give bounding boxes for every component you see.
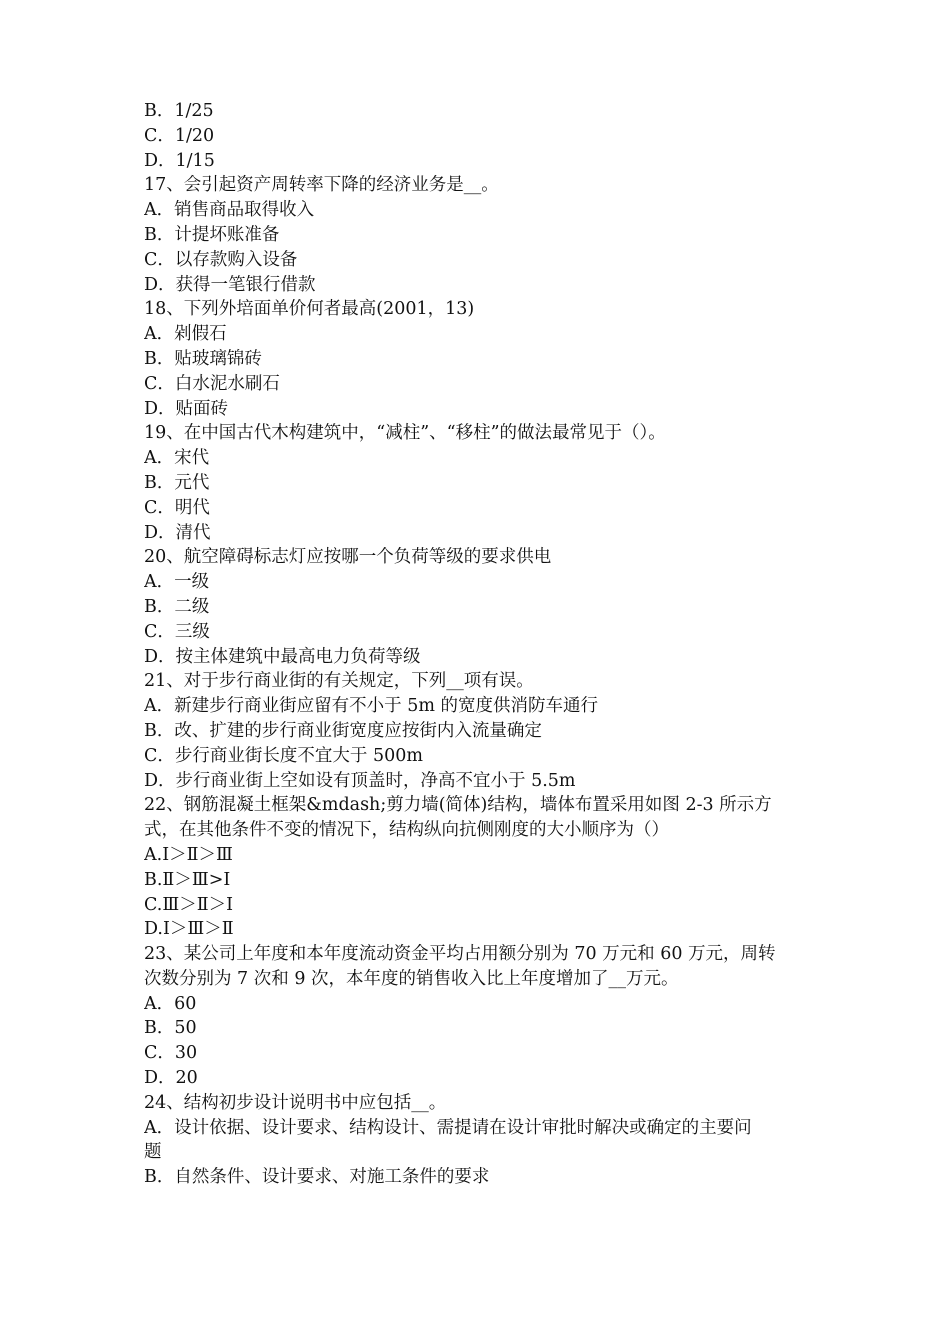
option-line: B．50	[144, 1018, 197, 1039]
option-line: A．宋代	[144, 448, 210, 469]
option-line: D．步行商业街上空如设有顶盖时，净高不宜小于 5.5m	[144, 770, 576, 791]
question-21: 21、对于步行商业街的有关规定，下列__项有误。	[144, 671, 534, 692]
option-line: A．新建步行商业街应留有不小于 5m 的宽度供消防车通行	[144, 696, 598, 717]
option-line: D．清代	[144, 522, 211, 543]
option-line: D．贴面砖	[144, 398, 229, 419]
option-line: A．销售商品取得收入	[144, 200, 315, 221]
question-24: 24、结构初步设计说明书中应包括__。	[144, 1092, 447, 1113]
option-line: D．按主体建筑中最高电力负荷等级	[144, 646, 421, 667]
question-20: 20、航空障碍标志灯应按哪一个负荷等级的要求供电	[144, 547, 552, 568]
option-line: B．贴玻璃锦砖	[144, 348, 262, 369]
option-line: C．白水泥水刷石	[144, 373, 280, 394]
option-line: A．设计依据、设计要求、结构设计、需提请在设计审批时解决或确定的主要问	[144, 1117, 752, 1138]
option-line: C．以存款购入设备	[144, 249, 298, 270]
question-23-continued: 次数分别为 7 次和 9 次，本年度的销售收入比上年度增加了__万元。	[144, 968, 679, 989]
option-line: C．步行商业街长度不宜大于 500m	[144, 745, 423, 766]
question-18: 18、下列外培面单价何者最高(2001，13)	[144, 299, 475, 320]
option-line: B．元代	[144, 472, 210, 493]
question-23: 23、某公司上年度和本年度流动资金平均占用额分别为 70 万元和 60 万元，周转	[144, 944, 776, 965]
option-line: B．计提坏账准备	[144, 224, 280, 245]
document-body	[144, 99, 812, 1190]
option-line: C．1/20	[144, 125, 215, 146]
option-line: D．20	[144, 1068, 198, 1089]
option-line: A．一级	[144, 572, 210, 593]
option-line: D.Ⅰ＞Ⅲ＞Ⅱ	[144, 919, 234, 940]
question-19: 19、在中国古代木构建筑中，“减柱”、“移柱”的做法最常见于（）。	[144, 423, 666, 444]
option-line: B．二级	[144, 596, 210, 617]
option-line-continued: 题	[144, 1142, 162, 1163]
question-22: 22、钢筋混凝土框架&mdash;剪力墙(简体)结构，墙体布置采用如图 2-3 所示方	[144, 795, 772, 816]
option-line: A.Ⅰ＞Ⅱ＞Ⅲ	[144, 844, 233, 865]
option-line: D．获得一笔银行借款	[144, 274, 316, 295]
option-line: D．1/15	[144, 150, 215, 171]
option-line: B．改、扩建的步行商业街宽度应按街内入流量确定	[144, 720, 542, 741]
option-line: C.Ⅲ＞Ⅱ＞Ⅰ	[144, 894, 234, 915]
question-22-continued: 式，在其他条件不变的情况下，结构纵向抗侧刚度的大小顺序为（）	[144, 820, 669, 841]
option-line: A．60	[144, 993, 197, 1014]
option-line: C．30	[144, 1043, 198, 1064]
option-line: B.Ⅱ＞Ⅲ>Ⅰ	[144, 869, 231, 890]
option-line: C．三级	[144, 621, 210, 642]
option-line: B．1/25	[144, 101, 214, 121]
option-line: C．明代	[144, 497, 210, 518]
question-17: 17、会引起资产周转率下降的经济业务是__。	[144, 175, 499, 196]
option-line: A．剁假石	[144, 324, 227, 345]
option-line: B．自然条件、设计要求、对施工条件的要求	[144, 1167, 490, 1188]
